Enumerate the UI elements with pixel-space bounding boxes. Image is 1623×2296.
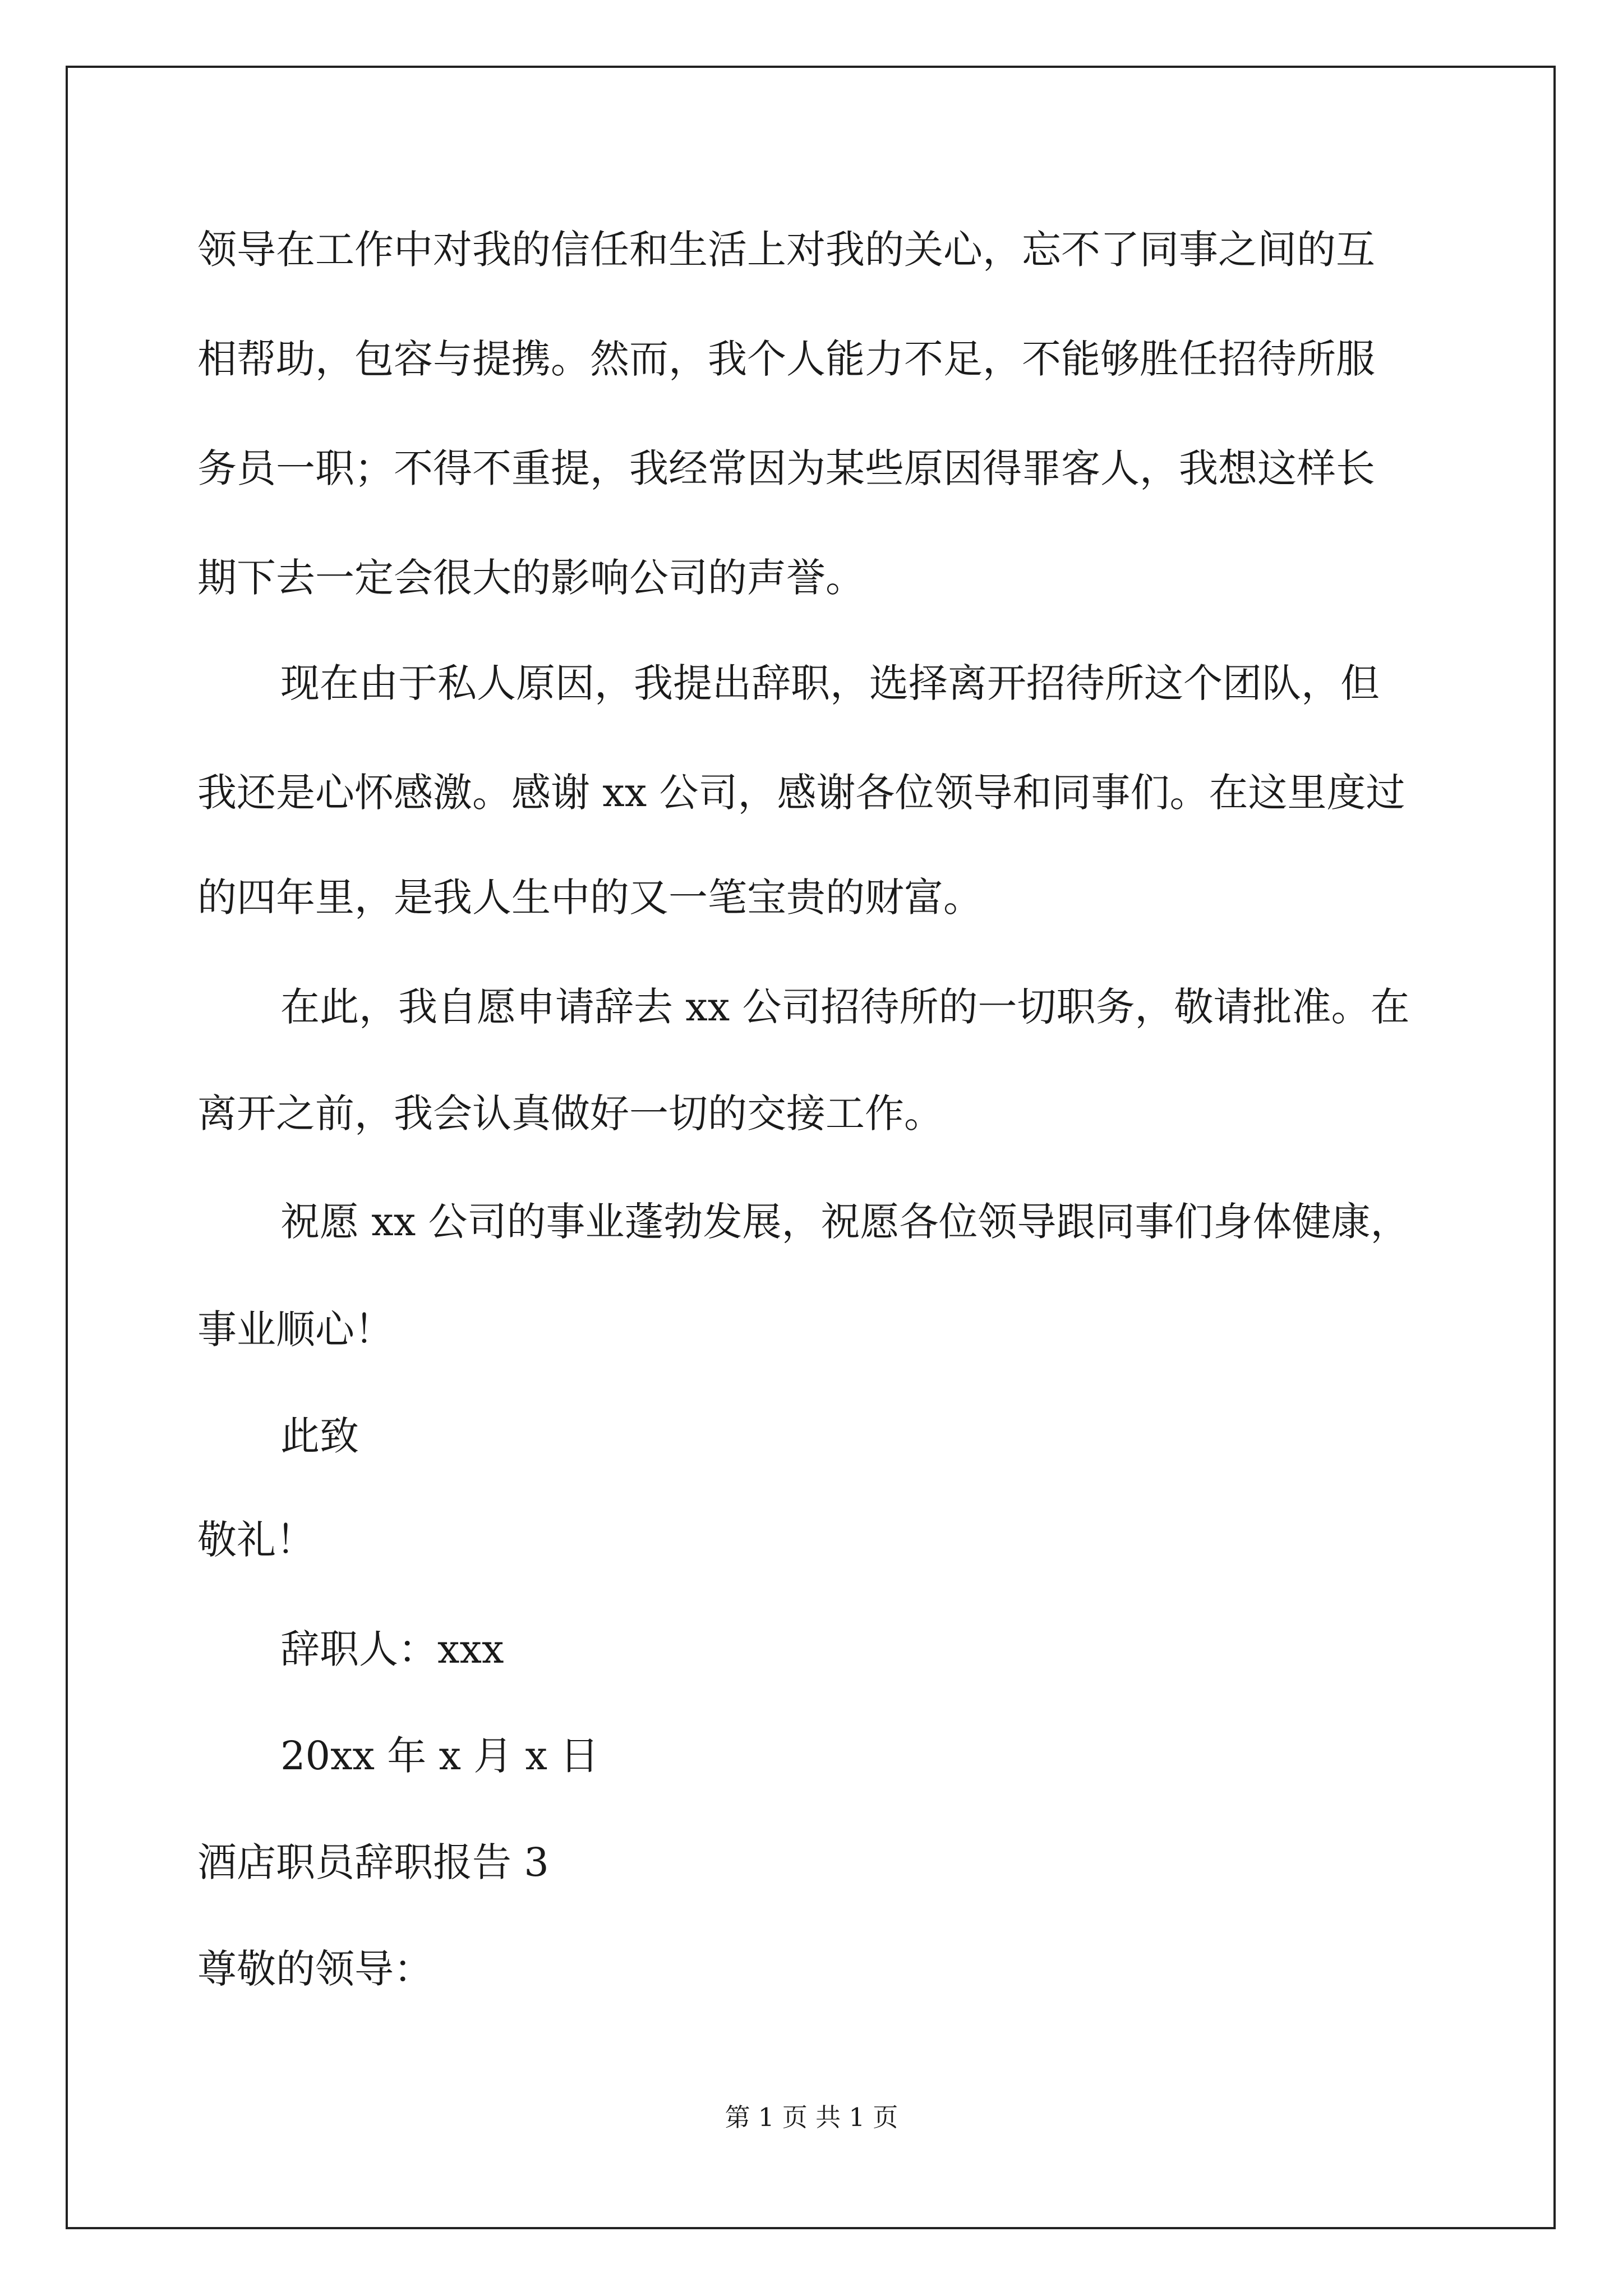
body-line-3: 务员一职；不得不重提，我经常因为某些原因得罪客人，我想这样长 <box>197 445 1375 491</box>
greeting-line: 尊敬的领导： <box>197 1946 433 1992</box>
body-line-9: 离开之前，我会认真做好一切的交接工作。 <box>197 1091 943 1137</box>
signature-line: 辞职人：xxx <box>280 1626 504 1672</box>
body-line-6: 我还是心怀感激。感谢 xx 公司，感谢各位领导和同事们。在这里度过 <box>197 770 1405 816</box>
page-border <box>66 66 1556 2229</box>
body-line-4: 期下去一定会很大的影响公司的声誉。 <box>197 555 865 601</box>
date-line: 20xx 年 x 月 x 日 <box>280 1733 600 1779</box>
body-line-7: 的四年里，是我人生中的又一笔宝贵的财富。 <box>197 875 983 921</box>
section-title: 酒店职员辞职报告 3 <box>197 1839 549 1885</box>
page-number-footer: 第 1 页 共 1 页 <box>725 2102 898 2132</box>
body-line-11: 事业顺心！ <box>197 1306 394 1352</box>
closing-regards: 敬礼！ <box>197 1517 315 1563</box>
body-line-10: 祝愿 xx 公司的事业蓬勃发展，祝愿各位领导跟同事们身体健康， <box>280 1199 1410 1245</box>
body-line-5: 现在由于私人原因，我提出辞职，选择离开招待所这个团队，但 <box>280 660 1380 706</box>
closing-salutation: 此致 <box>280 1413 359 1459</box>
body-line-2: 相帮助，包容与提携。然而，我个人能力不足，不能够胜任招待所服 <box>197 336 1375 382</box>
body-line-1: 领导在工作中对我的信任和生活上对我的关心，忘不了同事之间的互 <box>197 227 1375 273</box>
body-line-8: 在此，我自愿申请辞去 xx 公司招待所的一切职务，敬请批准。在 <box>280 984 1410 1030</box>
